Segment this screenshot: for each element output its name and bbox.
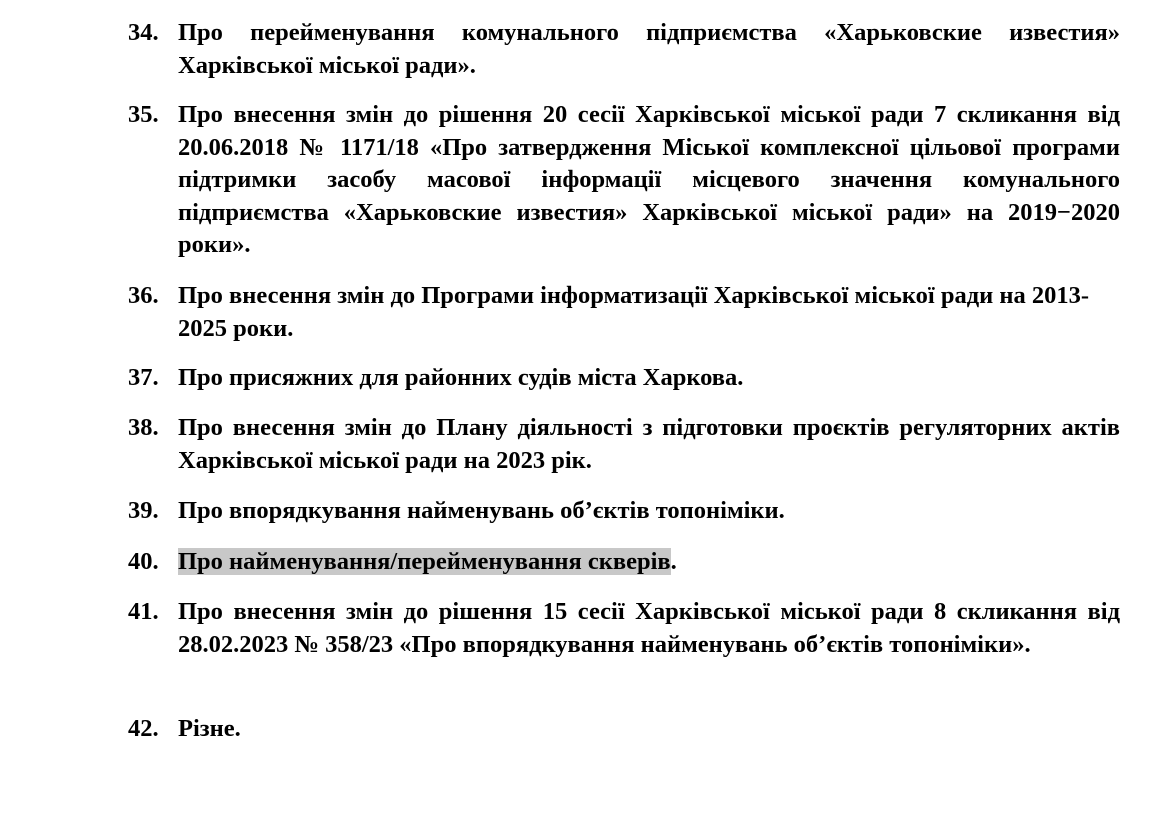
agenda-item-42 <box>128 713 1120 746</box>
item-text: Про внесення змін до рішення 20 сесії Харківської міської ради 7 скликання від 20.06.2018 № 1171/18 «Про затвердження Міської комплексної цільової програми підтримки засобу масової інформації місцевого значення комунального підприємства «Харьковские известия» Харківської міської ради» на 2019−2020 роки». <box>178 101 1120 258</box>
item-number: 37. <box>128 364 159 391</box>
agenda-item-40 <box>128 546 1120 579</box>
item-number: 40. <box>128 548 159 575</box>
item-number: 36. <box>128 282 159 309</box>
item-text: Про внесення змін до рішення 15 сесії Харківської міської ради 8 скликання від 28.02.2023 № 358/23 «Про впорядкування найменувань об’єктів топоніміки». <box>178 598 1120 658</box>
item-number: 41. <box>128 598 159 625</box>
item-text: Про впорядкування найменувань об’єктів топоніміки. <box>178 497 785 524</box>
item-number: 39. <box>128 497 159 524</box>
item-text: Про внесення змін до Програми інформатизації Харківської міської ради на 2013-2025 роки. <box>178 282 1090 342</box>
item-number: 38. <box>128 414 159 441</box>
agenda-item-38 <box>128 412 1120 477</box>
item-text: Різне. <box>178 715 241 742</box>
item-number: 35. <box>128 101 159 128</box>
item-text: Про внесення змін до Плану діяльності з підготовки проєктів регуляторних актів Харківської міської ради на 2023 рік. <box>178 414 1120 474</box>
item-text <box>178 546 1120 579</box>
item-number: 34. <box>128 19 159 46</box>
agenda-item-34 <box>128 17 1120 82</box>
item-text: Про перейменування комунального підприємства «Харьковские известия» Харківської міської ради». <box>178 19 1120 79</box>
agenda-item-37 <box>128 362 1120 395</box>
agenda-item-41 <box>128 596 1120 661</box>
item-number: 42. <box>128 715 159 742</box>
agenda-item-36 <box>128 280 1120 345</box>
agenda-item-35 <box>128 99 1120 262</box>
agenda-item-39 <box>128 495 1120 528</box>
highlighted-text: Про найменування/перейменування скверів <box>178 548 671 575</box>
item-text: Про присяжних для районних судів міста Харкова. <box>178 364 744 391</box>
item-text-end: . <box>670 548 677 575</box>
